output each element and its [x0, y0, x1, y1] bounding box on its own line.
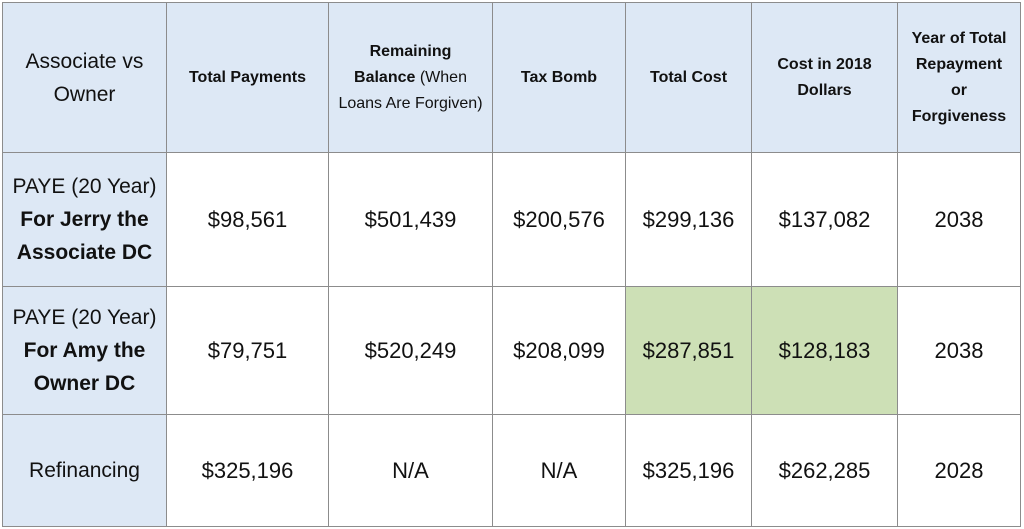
cell-tax-bomb: N/A	[493, 415, 626, 527]
header-text: Tax Bomb	[520, 68, 598, 86]
cell-total-cost: $299,136	[626, 153, 752, 287]
header-text: Cost in 2018	[777, 55, 872, 73]
header-text: Owner	[53, 82, 116, 106]
header-year	[898, 3, 1021, 153]
header-text: or	[951, 81, 967, 99]
row-label	[3, 287, 167, 415]
row-label-who: For Amy the	[23, 339, 146, 362]
row-label-who: Associate DC	[16, 241, 153, 264]
cell-remaining-balance: N/A	[329, 415, 493, 527]
cell-remaining-balance: $520,249	[329, 287, 493, 415]
header-associate-vs-owner	[3, 3, 167, 153]
cell-total-payments: $79,751	[167, 287, 329, 415]
cell-year: 2038	[898, 153, 1021, 287]
cell-cost-2018-highlighted: $128,183	[752, 287, 898, 415]
header-note: (When Loans Are Forgiven)	[338, 68, 483, 112]
cell-remaining-balance: $501,439	[329, 153, 493, 287]
header-text: Associate vs	[25, 49, 144, 73]
header-total-cost	[626, 3, 752, 153]
row-label-who: For Jerry the	[20, 208, 149, 231]
header-text: Forgiveness	[911, 107, 1007, 125]
cell-total-cost-highlighted: $287,851	[626, 287, 752, 415]
table-row	[3, 415, 1021, 527]
header-text: Repayment	[915, 55, 1003, 73]
cell-cost-2018: $137,082	[752, 153, 898, 287]
header-cost-2018-dollars	[752, 3, 898, 153]
row-label	[3, 153, 167, 287]
cell-tax-bomb: $208,099	[493, 287, 626, 415]
cell-tax-bomb: $200,576	[493, 153, 626, 287]
header-row	[3, 3, 1021, 153]
header-tax-bomb	[493, 3, 626, 153]
cell-total-cost: $325,196	[626, 415, 752, 527]
header-text: Total Payments	[188, 68, 307, 86]
row-label-who: Owner DC	[33, 372, 136, 395]
row-label	[3, 415, 167, 527]
header-remaining-balance	[329, 3, 493, 153]
table-row	[3, 287, 1021, 415]
cell-total-payments: $98,561	[167, 153, 329, 287]
header-text: Dollars	[797, 81, 852, 99]
header-text: Total Cost	[649, 68, 728, 86]
comparison-table	[2, 2, 1021, 527]
cell-year: 2028	[898, 415, 1021, 527]
cell-year: 2038	[898, 287, 1021, 415]
row-label-plan: Refinancing	[29, 459, 140, 482]
table-row	[3, 153, 1021, 287]
header-text: Balance	[354, 68, 416, 86]
cell-cost-2018: $262,285	[752, 415, 898, 527]
header-text: Year of Total	[911, 29, 1007, 47]
row-label-plan: PAYE (20 Year)	[12, 306, 157, 329]
row-label-plan: PAYE (20 Year)	[12, 175, 157, 198]
cell-total-payments: $325,196	[167, 415, 329, 527]
header-total-payments	[167, 3, 329, 153]
header-text: Remaining	[369, 42, 452, 60]
